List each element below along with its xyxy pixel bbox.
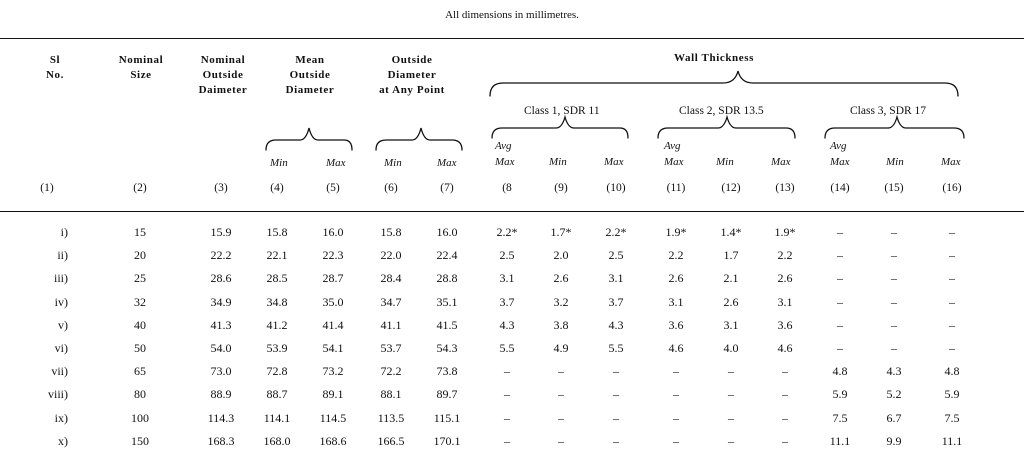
table-cell: 22.2: [210, 248, 232, 263]
table-cell: –: [728, 364, 734, 379]
subheader-min-12: Min: [716, 156, 734, 168]
table-cell: 3.7: [499, 294, 515, 309]
table-cell: 22.4: [436, 248, 458, 263]
table-cell: –: [504, 433, 510, 448]
table-cell: 16.0: [322, 225, 344, 239]
row-serial: ix): [54, 410, 68, 425]
column-number: (3): [214, 182, 228, 194]
table-cell: –: [558, 433, 564, 448]
table-cell: 28.8: [436, 271, 458, 286]
row-serial: iv): [54, 294, 68, 309]
table-cell: –: [891, 225, 897, 239]
table-cell: 32: [134, 294, 146, 309]
column-number: (1): [40, 182, 54, 194]
subheader-avg-11: Avg: [664, 140, 681, 152]
table-cell: 3.2: [553, 294, 569, 309]
table-cell: 3.1: [777, 294, 793, 309]
brace-class-3: [825, 117, 964, 138]
table-cell: 1.7: [723, 248, 739, 263]
table-cell: 114.5: [319, 410, 347, 425]
table-cell: 53.7: [380, 341, 402, 355]
header-class-3: Class 3, SDR 17: [850, 105, 927, 117]
table-cell: 2.5: [608, 248, 624, 263]
table-cell: 2.5: [499, 248, 515, 263]
table-cell: 54.0: [210, 341, 232, 355]
table-cell: 168.0: [263, 433, 291, 448]
table-cell: 16.0: [436, 225, 458, 239]
table-cell: –: [558, 364, 564, 379]
table-cell: –: [728, 433, 734, 448]
table-cell: 3.1: [668, 294, 684, 309]
table-cell: 41.4: [322, 317, 344, 332]
table-cell: –: [837, 294, 843, 309]
subheader-min-6: Min: [384, 157, 402, 169]
subheader-min-9: Min: [549, 156, 567, 168]
table-cell: 72.2: [380, 364, 402, 379]
table-cell: 41.3: [210, 317, 232, 332]
table-cell: 41.5: [436, 317, 458, 332]
table-cell: –: [728, 387, 734, 402]
table-cell: 88.1: [380, 387, 402, 402]
table-cell: –: [837, 271, 843, 286]
table-cell: 4.8: [832, 364, 848, 379]
subheader-avg-8: Avg: [495, 140, 512, 152]
table-cell: –: [558, 387, 564, 402]
column-number: (14): [830, 182, 850, 194]
table-cell: 54.1: [322, 341, 344, 355]
table-cell: 168.3: [207, 433, 235, 448]
brace-wall-thickness: [490, 71, 958, 96]
header-nominal-od: Nominal Outside Daimeter: [198, 54, 248, 96]
table-cell: 5.9: [832, 387, 848, 402]
column-number: (4): [270, 182, 284, 194]
table-cell: –: [949, 271, 955, 286]
table-cell: –: [891, 271, 897, 286]
table-cell: 4.9: [553, 341, 569, 355]
table-cell: –: [891, 248, 897, 263]
subheader-max-16: Max: [941, 156, 961, 168]
table-cell: 34.9: [210, 294, 232, 309]
table-cell: 28.7: [322, 271, 344, 286]
table-cell: –: [613, 364, 619, 379]
table-cell: 89.7: [436, 387, 458, 402]
table-cell: 28.5: [266, 271, 288, 286]
row-serial: x): [58, 433, 68, 448]
table-cell: –: [949, 294, 955, 309]
table-cell: 5.2: [886, 387, 902, 402]
table-cell: 41.2: [266, 317, 288, 332]
column-number: (6): [384, 182, 398, 194]
table-cell: –: [558, 410, 564, 425]
column-number: (12): [721, 182, 741, 194]
row-serial: vii): [51, 364, 68, 379]
column-number: (11): [666, 182, 686, 194]
table-cell: 3.1: [608, 271, 624, 286]
table-cell: 1.9*: [665, 225, 687, 239]
table-cell: 35.1: [436, 294, 458, 309]
table-cell: 88.7: [266, 387, 288, 402]
table-cell: –: [837, 317, 843, 332]
table-cell: 4.3: [886, 364, 902, 379]
header-wall-thickness: Wall Thickness: [673, 52, 755, 64]
table-cell: 113.5: [377, 410, 405, 425]
table-cell: –: [673, 410, 679, 425]
table-cell: 34.8: [266, 294, 288, 309]
table-cell: 11.1: [941, 433, 963, 448]
brace-mean-od: [266, 128, 352, 150]
table-cell: 9.9: [886, 433, 902, 448]
table-cell: 73.0: [210, 364, 232, 379]
table-cell: 2.6: [777, 271, 793, 286]
table-cell: –: [673, 387, 679, 402]
table-cell: 166.5: [377, 433, 405, 448]
subheader-max-11: Max: [664, 156, 684, 168]
table-cell: 7.5: [832, 410, 848, 425]
row-serial: ii): [57, 248, 68, 263]
table-cell: 5.5: [499, 341, 515, 355]
row-serial: iii): [54, 271, 68, 286]
column-number: (2): [133, 182, 147, 194]
subheader-max-10: Max: [604, 156, 624, 168]
table-cell: –: [949, 317, 955, 332]
table-cell: –: [837, 248, 843, 263]
table-cell: 2.0: [553, 248, 569, 263]
table-cell: –: [673, 364, 679, 379]
header-sl: Sl No.: [46, 54, 64, 81]
table-cell: 34.7: [380, 294, 402, 309]
table-cell: –: [504, 410, 510, 425]
table-cell: –: [613, 387, 619, 402]
row-serial: v): [58, 317, 68, 332]
table-cell: –: [673, 433, 679, 448]
table-cell: 150: [131, 433, 149, 448]
table-cell: 1.9*: [774, 225, 796, 239]
table-cell: –: [837, 225, 843, 239]
table-cell: 170.1: [433, 433, 461, 448]
table-cell: 35.0: [322, 294, 344, 309]
table-cell: –: [782, 433, 788, 448]
header-class-2: Class 2, SDR 13.5: [679, 105, 764, 117]
table-cell: –: [613, 410, 619, 425]
row-serial: i): [60, 225, 68, 239]
table-cell: –: [504, 364, 510, 379]
column-number: (8: [502, 182, 512, 194]
table-cell: 2.1: [723, 271, 739, 286]
brace-od-any-point: [376, 128, 462, 150]
brace-class-2: [658, 117, 795, 138]
subheader-max-5: Max: [326, 157, 346, 169]
table-cell: 15.9: [210, 225, 232, 239]
table-cell: 2.2: [777, 248, 793, 263]
table-cell: 25: [134, 271, 146, 286]
table-cell: 53.9: [266, 341, 288, 355]
table-cell: 4.6: [777, 341, 793, 355]
table-cell: –: [782, 410, 788, 425]
table-cell: 5.9: [944, 387, 960, 402]
table-caption: All dimensions in millimetres.: [445, 9, 579, 21]
header-class-1: Class 1, SDR 11: [524, 105, 600, 117]
table-cell: 20: [134, 248, 146, 263]
subheader-min-4: Min: [270, 157, 288, 169]
table-cell: 15.8: [380, 225, 402, 239]
table-cell: 28.4: [380, 271, 402, 286]
table-cell: 2.6: [668, 271, 684, 286]
table-cell: 114.3: [207, 410, 235, 425]
table-cell: 22.3: [322, 248, 344, 263]
table-cell: 3.1: [499, 271, 515, 286]
table-cell: 73.2: [322, 364, 344, 379]
header-mean-od: Mean Outside Diameter: [285, 54, 335, 96]
table-cell: 2.2*: [496, 225, 518, 239]
table-cell: 4.3: [608, 317, 624, 332]
subheader-avg-14: Avg: [830, 140, 847, 152]
table-cell: 41.1: [380, 317, 402, 332]
table-cell: 22.0: [380, 248, 402, 263]
table-cell: 2.2*: [605, 225, 627, 239]
table-cell: 4.0: [723, 341, 739, 355]
table-cell: 65: [134, 364, 146, 379]
table-cell: –: [891, 294, 897, 309]
table-cell: 4.6: [668, 341, 684, 355]
table-cell: 100: [131, 410, 149, 425]
table-cell: –: [782, 364, 788, 379]
table-cell: –: [613, 433, 619, 448]
table-cell: 1.7*: [550, 225, 572, 239]
column-number: (10): [606, 182, 626, 194]
table-cell: 11.1: [829, 433, 851, 448]
table-cell: 50: [134, 341, 146, 355]
table-cell: 7.5: [944, 410, 960, 425]
table-cell: 3.7: [608, 294, 624, 309]
subheader-max-13: Max: [771, 156, 791, 168]
table-cell: 72.8: [266, 364, 288, 379]
table-cell: 2.2: [668, 248, 684, 263]
table-cell: –: [504, 387, 510, 402]
table-cell: –: [837, 341, 843, 355]
table-cell: 3.6: [777, 317, 793, 332]
subheader-max-8: Max: [495, 156, 515, 168]
table-cell: 168.6: [319, 433, 347, 448]
table-cell: 3.6: [668, 317, 684, 332]
table-cell: 3.1: [723, 317, 739, 332]
subheader-min-15: Min: [886, 156, 904, 168]
column-number: (15): [884, 182, 904, 194]
column-number: (5): [326, 182, 340, 194]
table-cell: 4.3: [499, 317, 515, 332]
table-cell: –: [782, 387, 788, 402]
table-cell: –: [949, 341, 955, 355]
table-cell: 3.8: [553, 317, 569, 332]
table-cell: 73.8: [436, 364, 458, 379]
table-cell: 115.1: [433, 410, 461, 425]
table-cell: 2.6: [723, 294, 739, 309]
table-cell: 6.7: [886, 410, 902, 425]
table-cell: 15.8: [266, 225, 288, 239]
table-cell: –: [891, 317, 897, 332]
table-cell: 1.4*: [720, 225, 742, 239]
table-cell: 5.5: [608, 341, 624, 355]
table-cell: 80: [134, 387, 146, 402]
header-nominal-size: Nominal Size: [118, 54, 164, 81]
column-number: (13): [775, 182, 795, 194]
header-od-any-point: Outside Diameter at Any Point: [379, 54, 445, 96]
table-cell: 114.1: [263, 410, 291, 425]
table-cell: 89.1: [322, 387, 344, 402]
table-cell: –: [949, 248, 955, 263]
subheader-max-14: Max: [830, 156, 850, 168]
table-cell: 22.1: [266, 248, 288, 263]
table-cell: 28.6: [210, 271, 232, 286]
table-cell: 40: [134, 317, 146, 332]
table-cell: 15: [134, 225, 146, 239]
table-cell: 54.3: [436, 341, 458, 355]
brace-class-1: [492, 117, 628, 138]
row-serial: vi): [54, 341, 68, 355]
subheader-max-7: Max: [437, 157, 457, 169]
table-cell: –: [728, 410, 734, 425]
table-cell: –: [949, 225, 955, 239]
column-number: (7): [440, 182, 454, 194]
table-cell: 4.8: [944, 364, 960, 379]
table-cell: –: [891, 341, 897, 355]
row-serial: viii): [48, 387, 68, 402]
table-cell: 2.6: [553, 271, 569, 286]
column-number: (9): [554, 182, 568, 194]
column-number: (16): [942, 182, 962, 194]
table-cell: 88.9: [210, 387, 232, 402]
